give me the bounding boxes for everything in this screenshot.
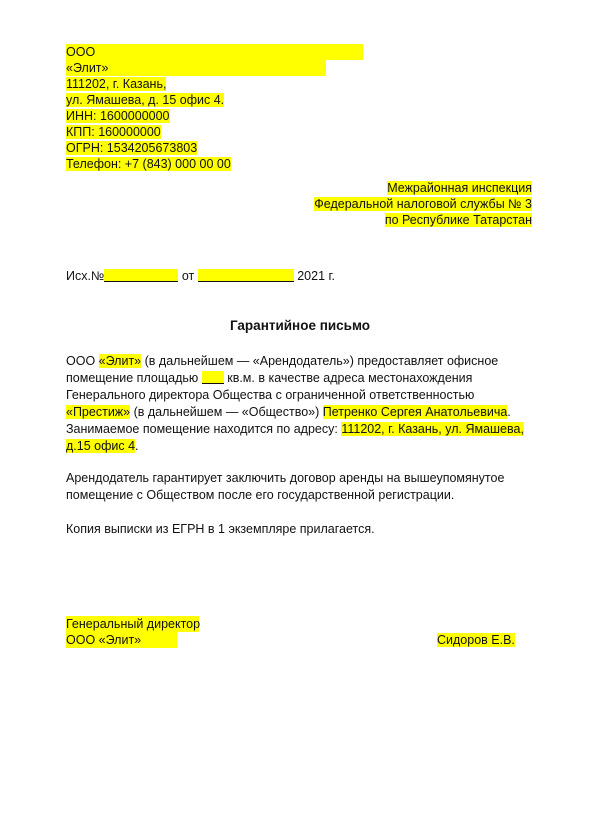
- recipient-line-3: по Республике Татарстан: [384, 213, 532, 227]
- paragraph-3: [66, 521, 536, 538]
- signature-org: ООО «Элит»: [66, 632, 177, 648]
- reference-date-label: от: [181, 269, 195, 283]
- sender-kpp: КПП: 160000000: [66, 125, 161, 139]
- p1-company-name: «Престиж»: [66, 405, 131, 419]
- sender-inn-line: [66, 108, 363, 124]
- signature-position: Генеральный директор: [66, 617, 201, 631]
- recipient-line-1: Межрайонная инспекция: [387, 181, 532, 195]
- reference-year: 2021 г.: [297, 269, 336, 283]
- sender-postcode-city: 111202, г. Казань,: [66, 77, 167, 91]
- sender-org-form: ООО: [66, 44, 363, 60]
- sender-street: ул. Ямашева, д. 15 офис 4.: [66, 93, 225, 107]
- sender-phone-line: [66, 156, 363, 172]
- p2-line-1: Арендодатель гарантирует заключить договор аренды на вышеупомянутое: [66, 471, 505, 485]
- area-blank[interactable]: [202, 371, 224, 384]
- p1-address-part-1: 111202, г. Казань, ул. Ямашева,: [341, 422, 524, 436]
- p1-director-name: Петренко Сергея Анатольевича: [322, 405, 508, 419]
- letter-title: Гарантийное письмо: [229, 318, 371, 333]
- p1-org-form: ООО: [66, 354, 96, 368]
- p1-text-4: (в дальнейшем — «Общество»): [133, 405, 320, 419]
- sender-ogrn-line: [66, 140, 363, 156]
- sender-ogrn: ОГРН: 1534205673803: [66, 141, 198, 155]
- sender-org-form-line: [66, 44, 363, 60]
- sender-street-line: [66, 92, 363, 108]
- sender-kpp-line: [66, 124, 363, 140]
- reference-date-blank[interactable]: [198, 269, 294, 282]
- signature-name: Сидоров Е.В.: [437, 633, 515, 647]
- p1-text-1: (в дальнейшем — «Арендодатель») предоставляет офисное: [144, 354, 499, 368]
- sender-name: «Элит»: [66, 60, 326, 76]
- reference-line: [66, 268, 335, 284]
- p3-text: Копия выписки из ЕГРН в 1 экземпляре прилагается.: [66, 522, 375, 536]
- paragraph-2: [66, 470, 536, 504]
- sender-name-line: [66, 60, 363, 76]
- reference-number-blank[interactable]: [104, 269, 178, 282]
- recipient-line-2: Федеральной налоговой службы № 3: [314, 197, 532, 211]
- sender-phone: Телефон: +7 (843) 000 00 00: [66, 157, 231, 171]
- sender-inn: ИНН: 1600000000: [66, 109, 170, 123]
- p1-address-part-2: д.15 офис 4: [66, 439, 136, 453]
- p1-text-3: Генерального директора Общества с ограниченной ответственностью: [66, 388, 475, 402]
- paragraph-1: ООО «Элит» (в дальнейшем — «Арендодатель») предоставляет офисное помещение площадью кв.м. в качестве адреса местонахождения Генерального директора Общества с ограниченной ответственностью «Престиж» (в дальнейшем — «Общество») Петренко Сергея Анатольевича. Занимаемое помещение находится по адресу: 111202, г. Казань, ул. Ямашева, д.15 офис 4.: [66, 353, 536, 455]
- signature-name-wrap: [437, 632, 515, 648]
- p1-lessor-name: «Элит»: [98, 354, 142, 368]
- reference-number-label: Исх.№: [66, 269, 105, 283]
- sender-city-line: [66, 76, 363, 92]
- sender-block: [66, 44, 363, 172]
- p1-text-2a: помещение площадью: [66, 371, 199, 385]
- p1-text-2b: кв.м. в качестве адреса местонахождения: [227, 371, 473, 385]
- signature-block: [66, 616, 199, 648]
- recipient-block: [314, 180, 532, 228]
- p2-line-2: помещение с Обществом после его государственной регистрации.: [66, 488, 455, 502]
- p1-text-5: Занимаемое помещение находится по адресу:: [66, 422, 338, 436]
